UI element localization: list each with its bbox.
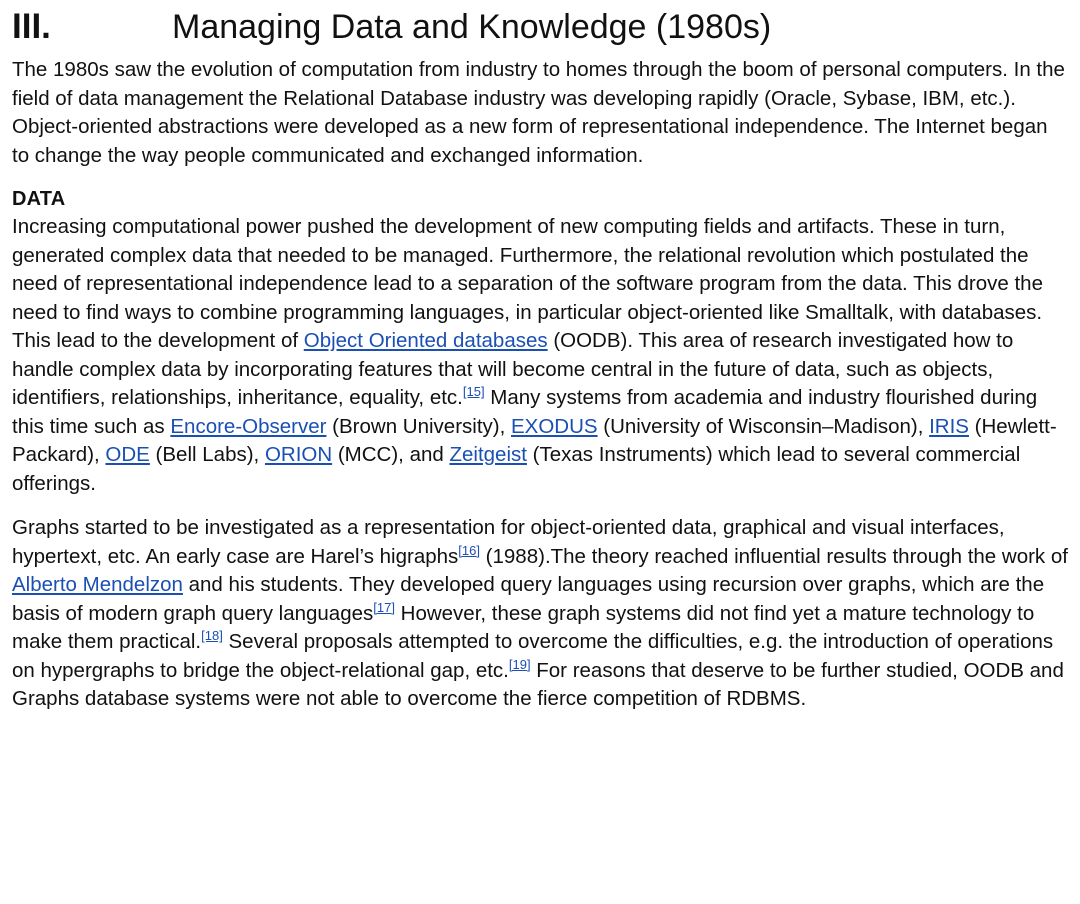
graphs-text-part6: For reasons that deserve to be further studied, OODB and Graphs database systems were not able to overcome the fierce competition of RDBMS. [12,658,1064,710]
data-text-part8: (MCC), and [332,443,450,466]
reference-15-link[interactable]: [15] [462,384,485,400]
data-text-part7: (Bell Labs), [149,443,265,466]
section-heading [12,6,1070,48]
reference-18-link[interactable]: [18] [201,628,223,644]
data-text-part1: Increasing computational power pushed the development of new computing fields and artifacts. These in turn, generated complex data that needed to be managed. Furthermore, the relational revolution which postulated the need of representational independence lead to a separation of the software program from the data. This drove the need to find ways to combine programming languages, in particular object-oriented like Smalltalk, with databases. This lead to the development of [12,215,1043,352]
link-zeitgeist[interactable]: Zeitgeist [449,443,527,466]
graphs-paragraph [12,514,1070,714]
link-ode[interactable]: ODE [105,443,150,466]
graphs-text-part1: Graphs started to be investigated as a representation for object-oriented data, graphical and visual interfaces, hypertext, etc. An early case are Harel’s higraphs [12,516,1005,568]
link-orion[interactable]: ORION [264,443,333,466]
reference-18 [201,625,223,644]
page-title: Managing Data and Knowledge (1980s) [172,8,772,46]
link-exodus[interactable]: EXODUS [511,414,598,438]
data-text-part9: (Texas Instruments) which lead to several commercial offerings. [12,443,1021,495]
reference-19 [509,654,531,673]
reference-17-link[interactable]: [17] [373,599,395,615]
link-object-oriented-databases[interactable]: Object Oriented databases [303,329,548,352]
reference-16 [458,540,480,559]
graphs-text-part5: Several proposals attempted to overcome the difficulties, e.g. the introduction of operations on hypergraphs to bridge the object-relational gap, etc. [12,630,1054,682]
reference-16-link[interactable]: [16] [458,542,480,558]
link-encore-observer[interactable]: Encore-Observer [170,414,327,438]
graphs-text-part3: and his students. They developed query languages using recursion over graphs, which are the basis of modern graph query languages [12,573,1045,625]
subheading-data: DATA [12,188,66,210]
link-alberto-mendelzon[interactable]: Alberto Mendelzon [12,573,183,596]
graphs-text-part2: (1988).The theory reached influential results through the work of [479,544,1068,568]
intro-paragraph: The 1980s saw the evolution of computation from industry to homes through the boom of personal computers. In the field of data management the Relational Database industry was developing rapidly (Oracle, Sybase, IBM, etc.). Object-oriented abstractions were developed as a new form of representational independence. The Internet began to change the way people communicated and exchanged information. [12,58,1065,167]
data-text-part3: Many systems from academia and industry flourished during this time such as [12,386,1038,438]
reference-17 [373,597,395,616]
data-text-part5: (University of Wisconsin–Madison), [597,414,930,438]
data-text-part4: (Brown University), [326,414,511,438]
link-iris[interactable]: IRIS [929,414,969,438]
graphs-text-part4: However, these graph systems did not find yet a mature technology to make them practical. [12,601,1035,653]
data-text-part2: (OODB). This area of research investigated how to handle complex data by incorporating features that will become central in the future of data, such as objects, identifiers, relationships, inheritance, equality, etc. [12,329,1014,409]
reference-19-link[interactable]: [19] [508,656,531,672]
reference-15 [463,381,485,400]
section-number: III. [12,7,51,46]
data-paragraph [12,213,1070,498]
data-text-part6: (Hewlett-Packard), [12,414,1057,466]
